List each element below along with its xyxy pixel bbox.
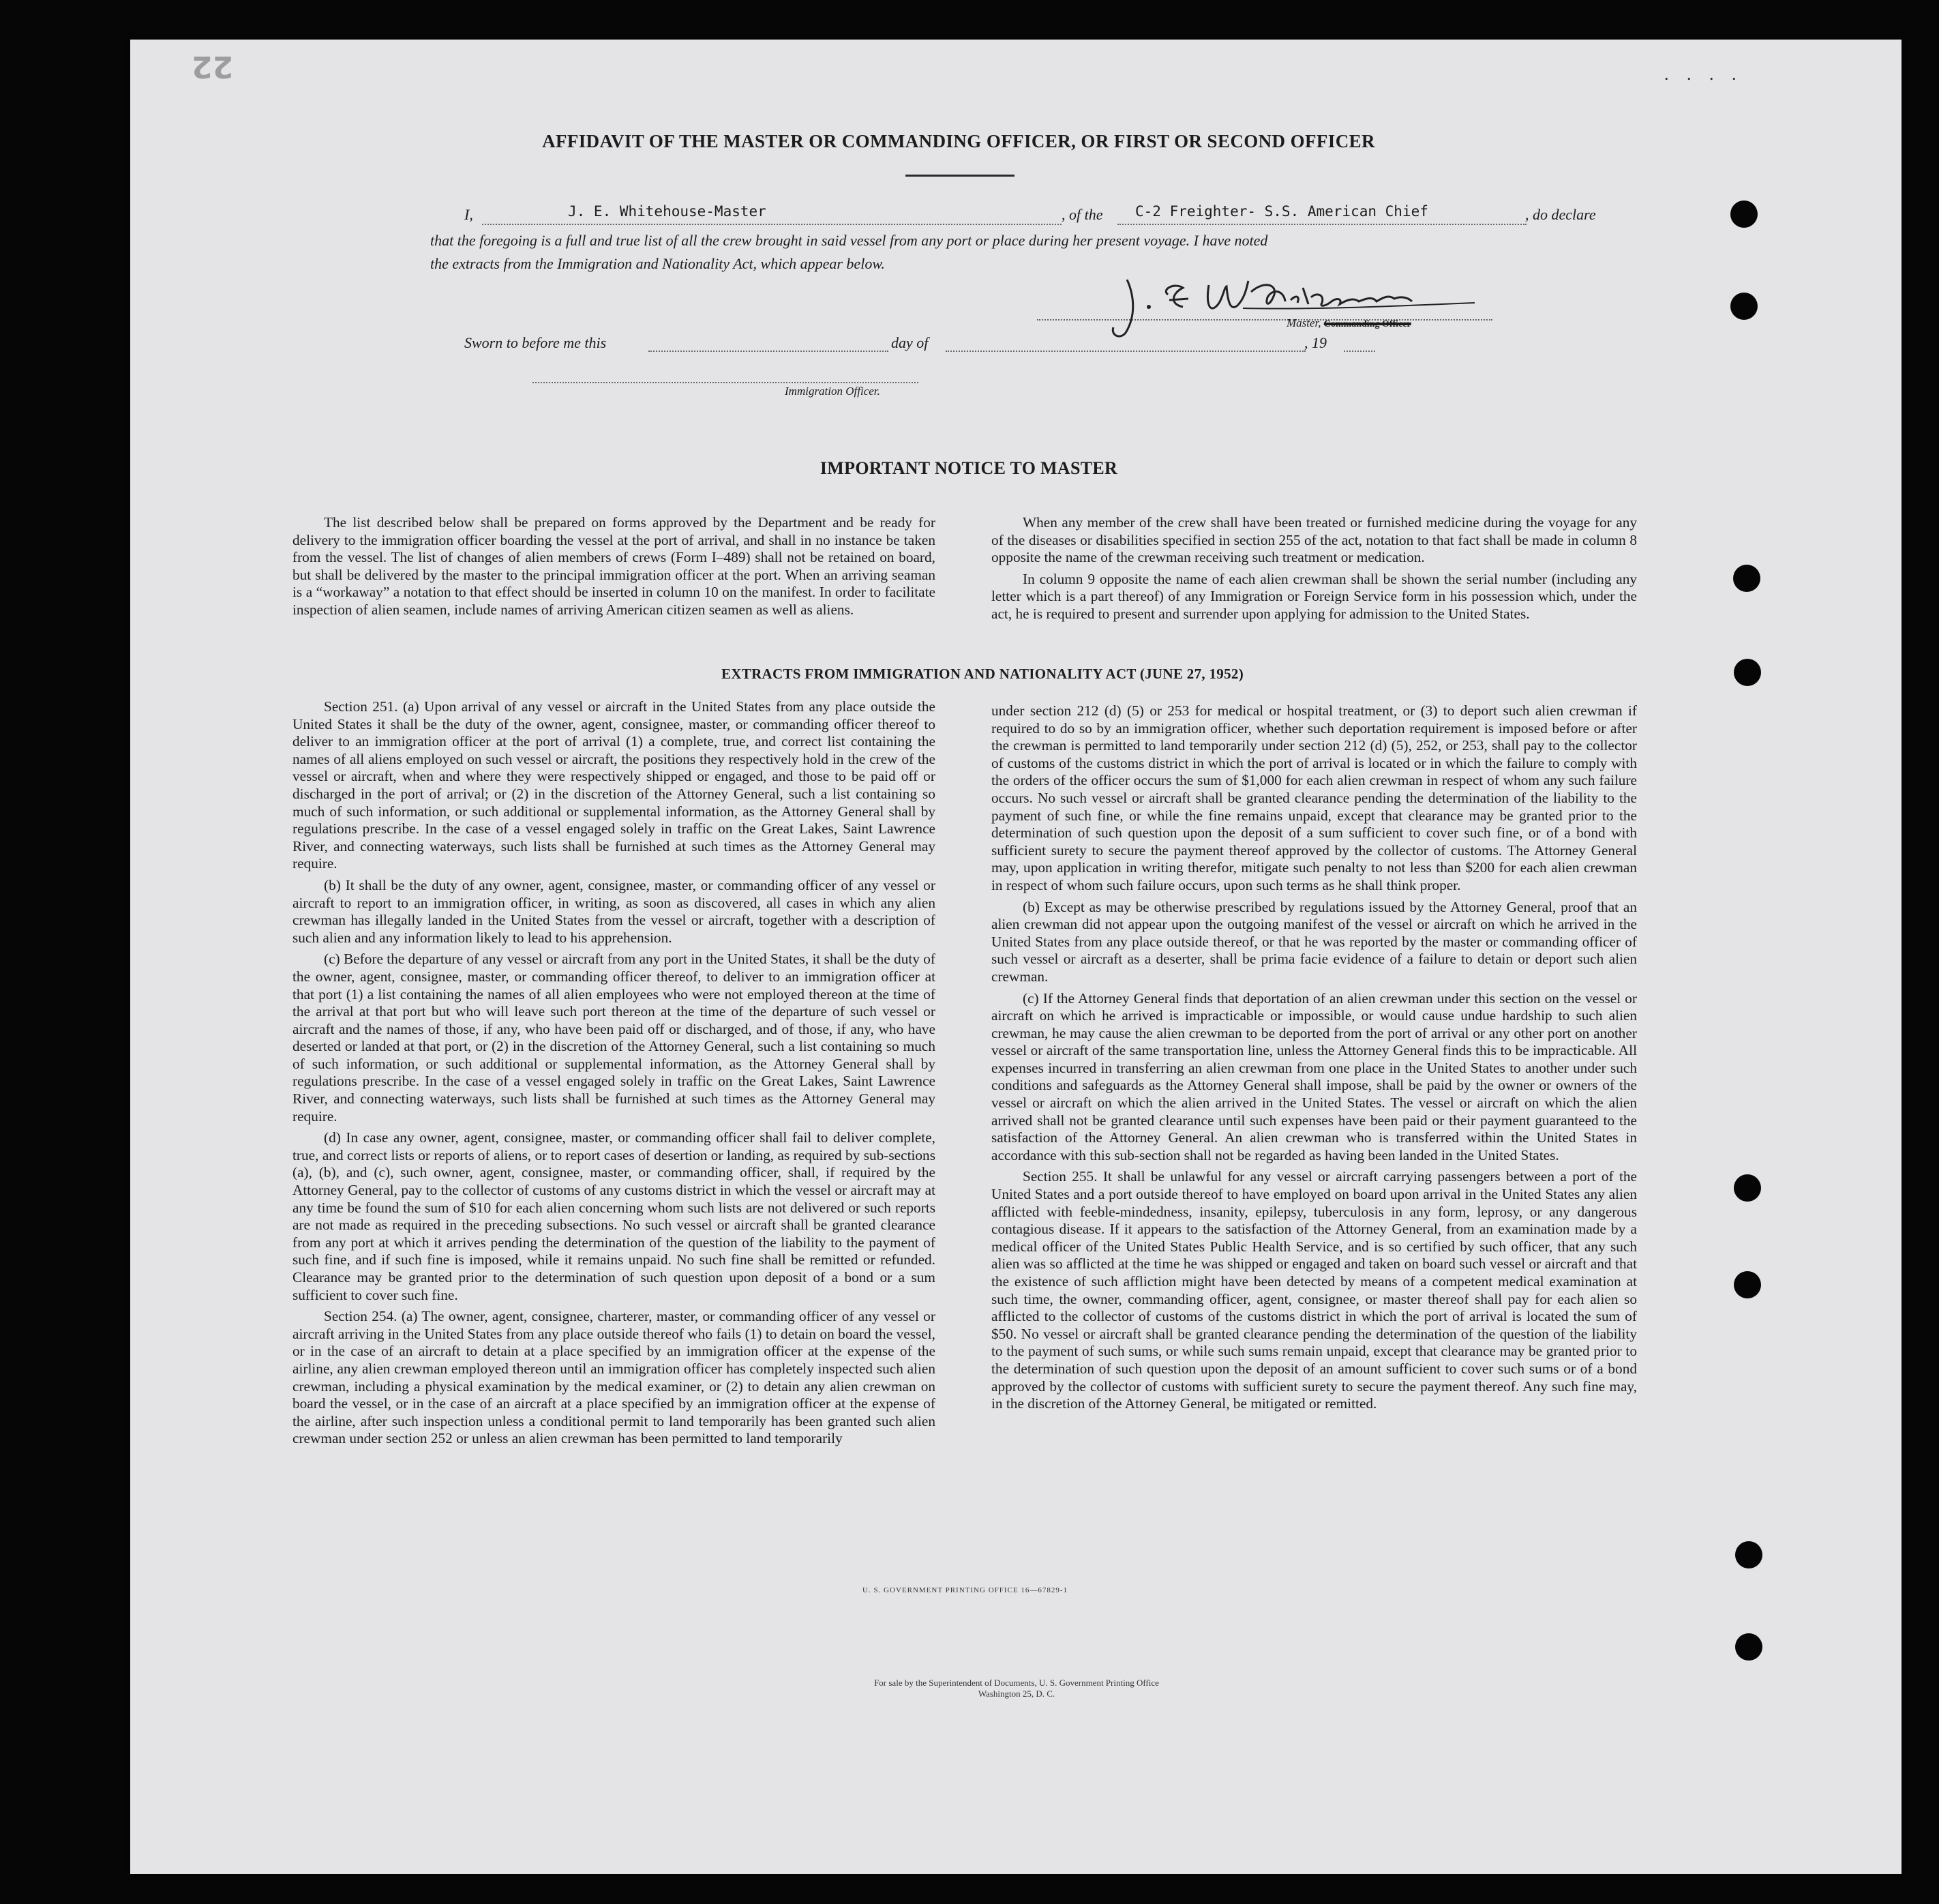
section-254-b: (b) Except as may be otherwise prescribed by regulations issued by the Attorney General, proof that an alien crewman did not appear upon the outgoing manifest of the vessel or aircraft on which he arrived in the United States from any place outside thereof, or that he was reported by the master or commanding officer of such vessel or aircraft as a deserter, shall be prima facie evidence of a failure to detain or deport such alien crewman. [991,898,1637,985]
sale-line-2: Washington 25, D. C. [978,1689,1055,1699]
section-251-b: (b) It shall be the duty of any owner, agent, consignee, master, or commanding officer of any vessel or aircraft to report to an immigration officer, in writing, as soon as discovered, all cases in which any alien crewman has illegally landed in the United States from the vessel or aircraft, together with a description of such alien and any information likely to lead to his apprehension. [292,876,935,946]
struck-title: Commanding Officer [1323,319,1411,329]
vessel-value: C-2 Freighter- S.S. American Chief [1135,203,1428,220]
declaration-line-3: the extracts from the Immigration and Nationality Act, which appear below. [430,255,885,272]
notice-paragraph: The list described below shall be prepared on forms approved by the Department and be ready for delivery to the immigration officer boarding the vessel at the port of arrival, and shall in no instance be taken from the vessel. The list of changes of alien members of crews (Form I–489) shall not be retained on board, but shall be delivered by the master to the principal immigration officer at the port. When an arriving seaman is a “workaway” a notation to that effect should be inserted in column 10 on the manifest. In order to facilitate inspection of alien seamen, include names of arriving American citizen seamen as well as aliens. [292,514,935,618]
immigration-officer-signature-line[interactable] [532,376,918,383]
page-number: 22 [192,49,234,84]
section-254-a-continued: under section 212 (d) (5) or 253 for medical or hospital treatment, or (3) to deport such alien crewman if required to do so by an immigration officer, whether such deportation requirement is imposed before or after the crewman is permitted to land temporarily under section 212 (d) (5), 252, or 253, shall pay to the collector of customs of the customs district in which the port of arrival is located or in which the failure to comply with the orders of the officer occurs the sum of $1,000 for each alien crewman in respect of whom any such failure occurs. No such vessel or aircraft shall be granted clearance pending the determination of the liability to the payment of such fine, or while the fine remains unpaid, except that clearance may be granted prior to the determination of such question upon the deposit of a sum sufficient to cover such fine, or of a bond with sufficient surety to secure the payment thereof approved by the collector of customs. The Attorney General may, upon application in writing therefor, mitigate such penalty to not less than $200 for each alien crewman in respect of whom such failure occurs, upon such terms as he shall think proper. [991,702,1637,893]
master-label: Master, [1287,316,1321,329]
declaration-line-2: that the foregoing is a full and true list of all the crew brought in said vessel from any port or place during her present voyage. I have noted [430,232,1268,249]
affidavit-title: AFFIDAVIT OF THE MASTER OR COMMANDING OFFICER, OR FIRST OR SECOND OFFICER [542,131,1375,151]
master-name-field[interactable] [482,205,1062,225]
sworn-year-field[interactable] [1344,345,1375,352]
notice-right-column [991,514,1637,623]
signature [1107,267,1488,342]
form-page [130,40,1902,1874]
extracts-right-column [991,702,1637,1413]
signer-title [1287,316,1411,330]
extracts-left-column [292,698,935,1448]
sworn-day-field[interactable] [648,345,888,352]
binder-hole [1734,1174,1761,1202]
section-254-a: Section 254. (a) The owner, agent, consignee, charterer, master, or commanding officer of any vessel or aircraft arriving in the United States from any place outside thereof who fails (1) to detain on board the vessel, or in the case of an aircraft to detain at a place specified by an immigration officer at the expense of the airline, any alien crewman employed thereon until an immigration officer has completely inspected such alien crewman, including a physical examination by the medical examiner, or (2) to detain any alien crewman on board the vessel, or in the case of an aircraft at a place specified by an immigration officer at the expense of the airline, after such inspection unless a conditional permit to land temporarily has been granted such alien crewman under section 252 or unless an alien crewman has been permitted to land temporarily [292,1308,935,1447]
section-255: Section 255. It shall be unlawful for any vessel or aircraft carrying passengers between a port of the United States and a port outside thereof to have employed on board upon arrival in the United States any alien afflicted with feeble-mindedness, insanity, epilepsy, tuberculosis in any form, leprosy, or any dangerous contagious disease. If it appears to the satisfaction of the Attorney General, from an examination made by a medical officer of the United States Public Health Service, and is so certified by such officer, that any such alien was so afflicted at the time he was shipped or engaged and taken on board such vessel or aircraft and that the existence of such affliction might have been detected by means of a competent medical examination at such time, the owner, commanding officer, agent, consignee, or master thereof shall pay for each alien so afflicted to the collector of customs of the customs district in which the port of arrival is located the sum of $50. No vessel or aircraft shall be granted clearance pending the determination of the question of the liability to the payment of such sums, or while such sums remain unpaid, except that clearance may be granted prior to the determination of such question upon the deposit of an amount sufficient to cover such sums or of a bond approved by the collector of customs with sufficient surety to secure the payment thereof. Any such fine may, in the discretion of the Attorney General, be mitigated or remitted. [991,1168,1637,1412]
notice-title: IMPORTANT NOTICE TO MASTER [820,458,1118,478]
notice-paragraph: In column 9 opposite the name of each alien crewman shall be shown the serial number (including any letter which is a part thereof) of any Immigration or Foreign Service form in his possession which, under the act, he is required to present and surrender upon applying for admission to the United States. [991,570,1637,622]
binder-hole [1733,565,1760,592]
signature-drawing [1107,267,1488,342]
sale-line-1: For sale by the Superintendent of Documents, U. S. Government Printing Office [874,1678,1159,1688]
title-rule [905,175,1014,177]
day-of-label: day of [891,334,929,351]
year-label: , 19 [1304,334,1327,351]
binder-hole [1734,659,1761,686]
gpo-imprint: U. S. GOVERNMENT PRINTING OFFICE 16—67829-1 [862,1586,1068,1594]
vessel-field[interactable] [1117,205,1527,225]
sale-notice [676,1678,1357,1699]
notice-left-column [292,514,935,619]
do-declare-label: , do declare [1525,206,1596,223]
extracts-title: EXTRACTS FROM IMMIGRATION AND NATIONALITY ACT (JUNE 27, 1952) [721,666,1244,682]
sworn-month-field[interactable] [946,345,1306,352]
immigration-officer-label: Immigration Officer. [785,385,880,398]
binder-hole [1730,200,1758,228]
binder-hole [1734,1271,1761,1298]
section-251-c: (c) Before the departure of any vessel or aircraft from any port in the United States, it shall be the duty of the owner, agent, consignee, master, or commanding officer thereof, to deliver to an immigration officer at that port (1) a list containing the names of all alien employees who were not employed thereon at the time of the arrival at that port but who will leave such port thereon at the time of the departure of such vessel or aircraft and the names of those, if any, who have been paid off or discharged, and of those, if any, who have deserted or landed at that port, or (2) in the discretion of the Attorney General, such a list containing so much of such information, or such additional or supplemental information, as the Attorney General shall by regulations prescribe. In the case of a vessel engaged solely in traffic on the Great Lakes, Saint Lawrence River, and connecting waterways, such lists shall be furnished at such times as the Attorney General may require. [292,951,935,1125]
of-the-label: , of the [1062,206,1103,223]
binder-hole [1730,293,1758,320]
binder-hole [1735,1541,1762,1568]
i-label: I, [464,206,473,223]
notice-paragraph: When any member of the crew shall have been treated or furnished medicine during the voyage for any of the diseases or disabilities specified in section 255 of the act, notation to that fact shall be made in column 8 opposite the name of the crewman receiving such treatment or medication. [991,514,1637,566]
section-251-a: Section 251. (a) Upon arrival of any vessel or aircraft in the United States from any place outside the United States it shall be the duty of the owner, agent, consignee, master, or commanding officer thereof to deliver to an immigration officer at the port of arrival (1) a complete, true, and correct list containing the names of all aliens employed on such vessel or aircraft, the positions they respectively hold in the crew of the vessel or aircraft, when and where they were respectively shipped or engaged, and those to be paid off or discharged in the port of arrival; or (2) in the discretion of the Attorney General, such a list containing so much of such information, or such additional or supplemental information, as the Attorney General shall by regulations prescribe. In the case of a vessel engaged solely in traffic on the Great Lakes, Saint Lawrence River, and connecting waterways, such lists shall be furnished at such times as the Attorney General may require. [292,698,935,872]
section-251-d: (d) In case any owner, agent, consignee, master, or commanding officer shall fail to deliver complete, true, and correct lists or reports of aliens, or to report cases of desertion or landing, as required by sub-sections (a), (b), and (c), such owner, agent, consignee, master, or commanding officer, shall, if required by the Attorney General, pay to the collector of customs of any customs district in which the vessel or aircraft may at any time be found the sum of $10 for each alien concerning whom such lists are not delivered or such reports are not made as required in the preceding subsections. No such vessel or aircraft shall be granted clearance from any port at which it arrives pending the determination of the question of the liability to the payment of such fine, and if such fine is imposed, while it remains unpaid. No such fine shall be remitted or refunded. Clearance may be granted prior to the determination of such question upon deposit of a bond or a sum sufficient to cover such fine. [292,1129,935,1303]
binder-hole [1735,1633,1762,1661]
sworn-label: Sworn to before me this [464,334,607,351]
master-name-value: J. E. Whitehouse-Master [568,203,766,220]
corner-marks: . . . . [1664,64,1743,84]
section-254-c: (c) If the Attorney General finds that deportation of an alien crewman under this section on the vessel or aircraft on which he arrived is impracticable or impossible, or would cause undue hardship to such alien crewman, he may cause the alien crewman to be deported from the port of arrival or any other port on another vessel or aircraft of the same transportation line, unless the Attorney General finds this to be impracticable. All expenses incurred in transferring an alien crewman from one place in the United States to another under such conditions and safeguards as the Attorney General shall impose, shall be paid by the owner or owners of the vessel or aircraft on which the alien arrived in the United States. The vessel or aircraft on which the alien arrived shall not be granted clearance until such expenses have been paid or their payment guaranteed to the satisfaction of the Attorney General. An alien crewman who is transferred within the United States in accordance with this sub-section shall not be regarded as having been landed in the United States. [991,990,1637,1163]
